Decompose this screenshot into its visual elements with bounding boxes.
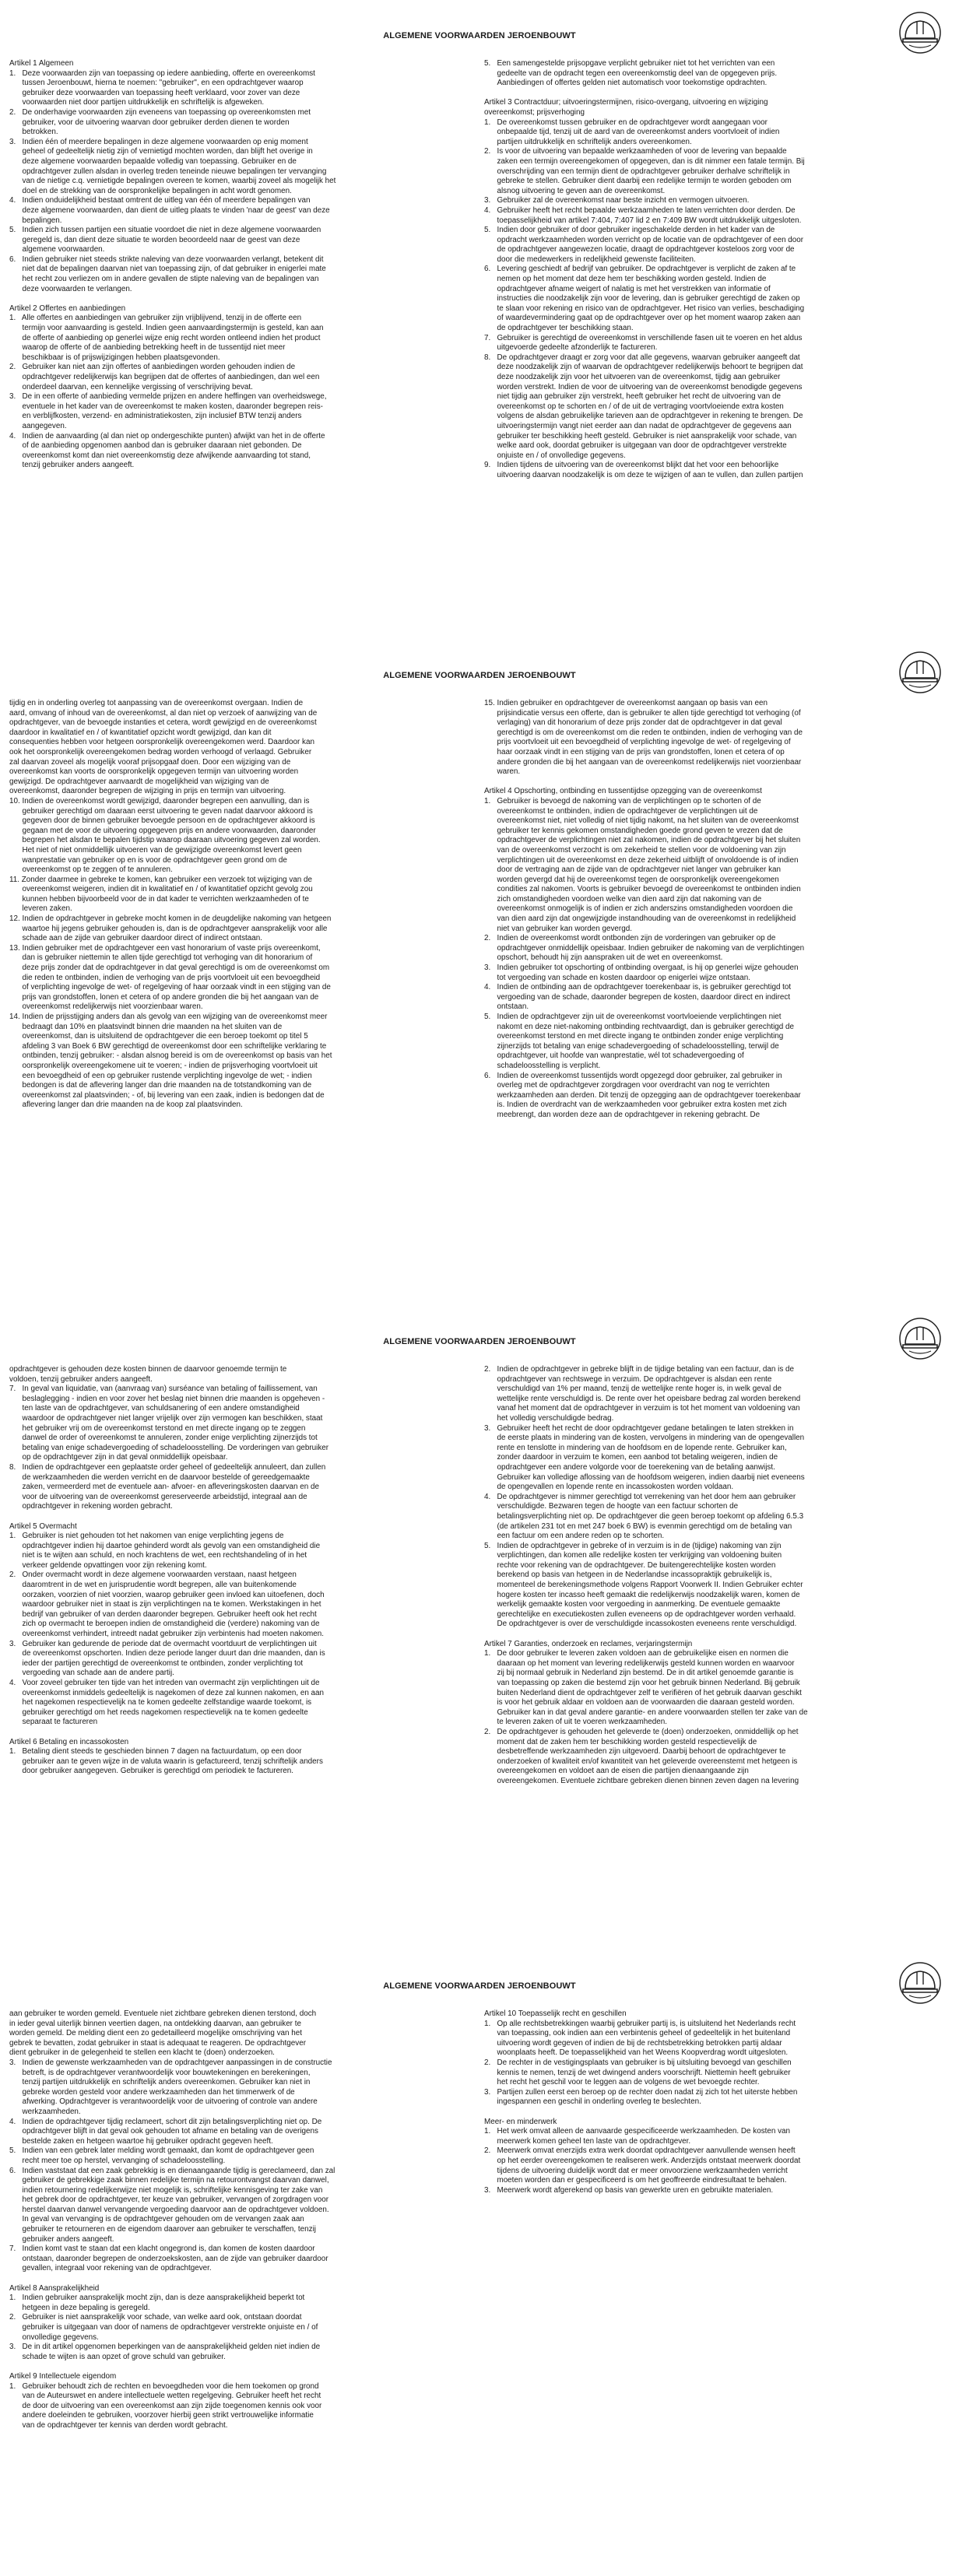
page-title: ALGEMENE VOORWAARDEN JEROENBOUWT	[383, 1981, 576, 1991]
page-title: ALGEMENE VOORWAARDEN JEROENBOUWT	[383, 671, 576, 680]
text-column-left: tijdig en in onderling overleg tot aanpassing van de overeenkomst overgaan. Indien de aard, omvang of inhoud van de overeenkomst, al dan niet op verzoek of aanwijzing van de opdrachtgever, van de bevoegde instanties et cetera, wordt gewijzigd en de overeenkomst daardoor in kwalitatief en / of kwantitatief opzicht wordt gewijzigd, dan kan dit consequenties hebben voor hetgeen oorspronkelijk overeengekomen werd. Daardoor kan ook het oorspronkelijk overeengekomen bedrag worden verhoogd of verlaagd. Gebruiker zal daarvan zoveel als mogelijk vooraf prijsopgaaf doen. Door een wijziging van de overeenkomst kan voorts de oorspronkelijk opgegeven termijn van uitvoering worden gewijzigd. De opdrachtgever aanvaardt de mogelijkheid van wijziging van de overeenkomst, daaronder begrepen de wijziging in prijs en termijn van uitvoering. 10. Indien de overeenkomst wordt gewijzigd, daaronder begrepen een aanvulling, dan is gebruiker gerechtigd om daaraan eerst uitvoering te geven nadat daarvoor akkoord is gegeven door de binnen gebruiker bevoegde persoon en de opdrachtgever akkoord is gegaan met de voor de uitvoering opgegeven prijs en andere voorwaarden, daaronder begrepen het alsdan te bepalen tijdstip waarop daaraan uitvoering gegeven zal worden. Het niet of niet onmiddellijk uitvoeren van de gewijzigde overeenkomst levert geen wanprestatie van gebruiker op en is voor de opdrachtgever geen grond om de overeenkomst op te zeggen of te annuleren. 11. Zonder daarmee in gebreke te komen, kan gebruiker een verzoek tot wijziging van de overeenkomst weigeren, indien dit in kwalitatief en / of kwantitatief opzicht gevolg zou kunnen hebben bijvoorbeeld voor de in dat kader te verrichten werkzaamheden of te leveren zaken. 12. Indien de opdrachtgever in gebreke mocht komen in de deugdelijke nakoming van hetgeen waartoe hij jegens gebruiker gehouden is, dan is de opdrachtgever aansprakelijk voor alle schade aan de zijde van gebruiker daardoor direct of indirect ontstaan. 13. Indien gebruiker met de opdrachtgever een vast honorarium of vaste prijs overeenkomt, dan is gebruiker niettemin te allen tijde gerechtigd tot verhoging van dit honorarium of deze prijs zonder dat de opdrachtgever in dat geval gerechtigd is om de overeenkomst om die reden te ontbinden, indien de verhoging van de prijs voortvloeit uit een bevoegdheid of verplichting ingevolge de wet- of regelgeving of haar oorzaak vindt in een stijging van de prijs van grondstoffen, lonen et cetera of op andere gronden die bij het aangaan van de overeenkomst redelijkerwijs niet voorzienbaar waren. 14. Indien de prijsstijging anders dan als gevolg van een wijziging van de overeenkomst meer bedraagt dan 10% en plaatsvindt binnen drie maanden na het sluiten van de overeenkomst, dan is uitsluitend de opdrachtgever die een beroep toekomt op titel 5 afdeling 3 van Boek 6 BW gerechtigd de overeenkomst door een schriftelijke verklaring te ontbinden, tenzij gebruiker: - alsdan alsnog bereid is om de overeenkomst op basis van het oorspronkelijk overeengekomene uit te voeren; - indien de prijsverhoging voortvloeit uit een bevoegdheid of een op gebruiker rustende verplichting ingevolge de wet; - indien bedongen is dat de aflevering langer dan drie maanden na de totstandkoming van de overeenkomst zal plaatsvinden; - of, bij levering van een zaak, indien is bedongen dat de aflevering langer dan drie maanden na de koop zal plaatsvinden.	[9, 699, 332, 1110]
text-column-right: 2. Indien de opdrachtgever in gebreke blijft in de tijdige betaling van een factuur, dan is de opdrachtgever van rechtswege in verzuim. De opdrachtgever is alsdan een rente verschuldigd van 1% per maand, tenzij de wettelijke rente hoger is, in welk geval de wettelijke rente verschuldigd is. De rente over het opeisbare bedrag zal worden berekend vanaf het moment dat de opdrachtgever in verzuim is tot het moment van voldoening van het volledig verschuldigde bedrag. 3. Gebruiker heeft het recht de door opdrachtgever gedane betalingen te laten strekken in de eerste plaats in mindering van de kosten, vervolgens in mindering van de opengevallen rente en tenslotte in mindering van de hoofdsom en de lopende rente. Gebruiker kan, zonder daardoor in verzuim te komen, een aanbod tot betaling weigeren, indien de opdrachtgever een andere volgorde voor de toerekening van de betaling aanwijst. Gebruiker kan volledige aflossing van de hoofdsom weigeren, indien daarbij niet eveneens de opengevallen en lopende rente en incassokosten worden voldaan. 4. De opdrachtgever is nimmer gerechtigd tot verrekening van het door hem aan gebruiker verschuldigde. Bezwaren tegen de hoogte van een factuur schorten de betalingsverplichting niet op. De opdrachtgever die geen beroep toekomt op afdeling 6.5.3 (de artikelen 231 tot en met 247 boek 6 BW) is evenmin gerechtigd om de betaling van een factuur om een andere reden op te schorten. 5. Indien de opdrachtgever in gebreke of in verzuim is in de (tijdige) nakoming van zijn verplichtingen, dan komen alle redelijke kosten ter verkrijging van voldoening buiten rechte voor rekening van de opdrachtgever. De buitengerechtelijke kosten worden berekend op basis van hetgeen in de Nederlandse incassopraktijk gebruikelijk is, momenteel de berekeningsmethode volgens Rapport Voorwerk II. Indien Gebruiker echter hogere kosten ter incasso heeft gemaakt die redelijkerwijs noodzakelijk waren, komen de werkelijk gemaakte kosten voor vergoeding in aanmerking. De eventuele gemaakte gerechtelijke en executiekosten zullen eveneens op de opdrachtgever worden verhaald. De opdrachtgever is over de verschuldigde incassokosten eveneens rente verschuldigd. Artikel 7 Garanties, onderzoek en reclames, verjaringstermijn 1. De door gebruiker te leveren zaken voldoen aan de gebruikelijke eisen en normen die daaraan op het moment van levering redelijkerwijs gesteld kunnen worden en waarvoor zij bij normaal gebruik in Nederland zijn bestemd. De in dit artikel genoemde garantie is van toepassing op zaken die bestemd zijn voor het gebruik binnen Nederland. Bij gebruik buiten Nederland dient de opdrachtgever zelf te verifiëren of het gebruik daarvan geschikt is voor het gebruik aldaar en voldoen aan de voorwaarden die daaraan gesteld worden. Gebruiker kan in dat geval andere garantie- en andere voorwaarden stellen ter zake van de te leveren zaken of uit te voeren werkzaamheden. 2. De opdrachtgever is gehouden het geleverde te (doen) onderzoeken, onmiddellijk op het moment dat de zaken hem ter beschikking worden gesteld respectievelijk de desbetreffende werkzaamheden zijn uitgevoerd. Daarbij behoort de opdrachtgever te onderzoeken of kwaliteit en/of kwantiteit van het geleverde overeenstemt met hetgeen is overeengekomen en voldoet aan de eisen die partijen dienaangaande zijn overeengekomen. Eventuele zichtbare gebreken dienen binnen zeven dagen na levering	[484, 1365, 808, 1785]
document-page-3	[0, 1306, 959, 1950]
text-column-right: Artikel 10 Toepasselijk recht en geschillen 1. Op alle rechtsbetrekkingen waarbij gebruiker partij is, is uitsluitend het Nederlands recht van toepassing, ook indien aan een verbintenis geheel of gedeeltelijk in het buitenland uitvoering wordt gegeven of indien de bij de rechtsbetrekking betrokken partij aldaar woonplaats heeft. De toepasselijkheid van het Weens Koopverdrag wordt uitgesloten. 2. De rechter in de vestigingsplaats van gebruiker is bij uitsluiting bevoegd van geschillen kennis te nemen, tenzij de wet dwingend anders voorschrijft. Niettemin heeft gebruiker het recht het geschil voor te leggen aan de volgens de wet bevoegde rechter. 3. Partijen zullen eerst een beroep op de rechter doen nadat zij zich tot het uiterste hebben ingespannen een geschil in onderling overleg te beslechten. Meer- en minderwerk 1. Het werk omvat alleen de aanvaarde gespecificeerde werkzaamheden. De kosten van meerwerk komen geheel ten laste van de opdrachtgever. 2. Meerwerk omvat enerzijds extra werk doordat opdrachtgever aanvullende wensen heeft op het eerder overeengekomen te realiseren werk. Anderzijds ontstaat meerwerk doordat tijdens de uitvoering duidelijk wordt dat er meer onvoorziene werkzaamheden verricht moeten worden dan er gespecificeerd is om het geoffreerde eindresultaat te behalen. 3. Meerwerk wordt afgerekend op basis van gewerkte uren en gebruikte materialen.	[484, 2009, 801, 2195]
page-title: ALGEMENE VOORWAARDEN JEROENBOUWT	[383, 1337, 576, 1346]
text-column-right: 15. Indien gebruiker en opdrachtgever de overeenkomst aangaan op basis van een prijsindicatie versus een offerte, dan is gebruiker te allen tijde gerechtigd tot verhoging (of verlaging) van dit honorarium of deze prijs zonder dat de opdrachtgever in dat geval gerechtigd is om de overeenkomst om die reden te ontbinden, indien de verhoging van de prijs voortvloeit uit een bevoegdheid of verplichting ingevolge de wet- of regelgeving of haar oorzaak vindt in een stijging van de prijs van grondstoffen, lonen et cetera of op andere gronden die bij het aangaan van de overeenkomst redelijkerwijs niet voorzienbaar waren. Artikel 4 Opschorting, ontbinding en tussentijdse opzegging van de overeenkomst 1. Gebruiker is bevoegd de nakoming van de verplichtingen op te schorten of de overeenkomst te ontbinden, indien de opdrachtgever de verplichtingen uit de overeenkomst niet, niet volledig of niet tijdig nakomt, na het sluiten van de overeenkomst gebruiker ter kennis gekomen omstandigheden goede grond geven te vrezen dat de opdrachtgever de verplichtingen niet zal nakomen, indien de opdrachtgever bij het sluiten van de overeenkomst verzocht is om zekerheid te stellen voor de voldoening van zijn verplichtingen uit de overeenkomst en deze zekerheid uitblijft of onvoldoende is of indien door de vertraging aan de zijde van de opdrachtgever niet langer van gebruiker kan worden gevergd dat hij de overeenkomst tegen de oorspronkelijk overeengekomen condities zal nakomen. Voorts is gebruiker bevoegd de overeenkomst te ontbinden indien zich omstandigheden voordoen welke van dien aard zijn dat nakoming van de overeenkomst onmogelijk is of indien er zich anderszins omstandigheden voordoen die van dien aard zijn dat ongewijzigde instandhouding van de overeenkomst in redelijkheid niet van gebruiker kan worden gevergd. 2. Indien de overeenkomst wordt ontbonden zijn de vorderingen van gebruiker op de opdrachtgever onmiddellijk opeisbaar. Indien gebruiker de nakoming van de verplichtingen opschort, behoudt hij zijn aanspraken uit de wet en overeenkomst. 3. Indien gebruiker tot opschorting of ontbinding overgaat, is hij op generlei wijze gehouden tot vergoeding van schade en kosten daardoor op enigerlei wijze ontstaan. 4. Indien de ontbinding aan de opdrachtgever toerekenbaar is, is gebruiker gerechtigd tot vergoeding van de schade, daaronder begrepen de kosten, daardoor direct en indirect ontstaan. 5. Indien de opdrachtgever zijn uit de overeenkomst voortvloeiende verplichtingen niet nakomt en deze niet-nakoming ontbinding rechtvaardigt, dan is gebruiker gerechtigd de overeenkomst terstond en met directe ingang te ontbinden zonder enige verplichting zijnerzijds tot betaling van enige schadevergoeding of schadeloosstelling, terwijl de opdrachtgever, uit hoofde van wanprestatie, wél tot schadevergoeding of schadeloosstelling is verplicht. 6. Indien de overeenkomst tussentijds wordt opgezegd door gebruiker, zal gebruiker in overleg met de opdrachtgever zorgdragen voor overdracht van nog te verrichten werkzaamheden aan derden. Dit tenzij de opzegging aan de opdrachtgever toerekenbaar is. Indien de overdracht van de werkzaamheden voor gebruiker extra kosten met zich meebrengt, dan worden deze aan de opdrachtgever in rekening gebracht. De	[484, 699, 805, 1119]
text-column-left: Artikel 1 Algemeen 1. Deze voorwaarden zijn van toepassing op iedere aanbieding, offerte en overeenkomst tussen Jeroenbouwt, hierna te noemen: "gebruiker", en een opdrachtgever waarop gebruiker deze voorwaarden van toepassing heeft verklaard, voor zover van deze voorwaarden niet door partijen uitdrukkelijk en schriftelijk is afgeweken. 2. De onderhavige voorwaarden zijn eveneens van toepassing op overeenkomsten met gebruiker, voor de uitvoering waarvan door gebruiker derden dienen te worden betrokken. 3. Indien één of meerdere bepalingen in deze algemene voorwaarden op enig moment geheel of gedeeltelijk nietig zijn of vernietigd mochten worden, dan blijft het overige in deze algemene voorwaarden bepaalde volledig van toepassing. Gebruiker en de opdrachtgever zullen alsdan in overleg treden teneinde nieuwe bepalingen ter vervanging van de nietige c.q. vernietigde bepalingen overeen te komen, waarbij zoveel als mogelijk het doel en de strekking van de oorspronkelijke bepalingen in acht wordt genomen. 4. Indien onduidelijkheid bestaat omtrent de uitleg van één of meerdere bepalingen van deze algemene voorwaarden, dan dient de uitleg plaats te vinden 'naar de geest' van deze bepalingen. 5. Indien zich tussen partijen een situatie voordoet die niet in deze algemene voorwaarden geregeld is, dan dient deze situatie te worden beoordeeld naar de geest van deze algemene voorwaarden. 6. Indien gebruiker niet steeds strikte naleving van deze voorwaarden verlangt, betekent dit niet dat de bepalingen daarvan niet van toepassing zijn, of dat gebruiker in enigerlei mate het recht zou verliezen om in andere gevallen de stipte naleving van de bepalingen van deze voorwaarden te verlangen. Artikel 2 Offertes en aanbiedingen 1. Alle offertes en aanbiedingen van gebruiker zijn vrijblijvend, tenzij in de offerte een termijn voor aanvaarding is gesteld. Indien geen aanvaardingstermijn is gesteld, kan aan de offerte of aanbieding op generlei wijze enig recht worden ontleend indien het product waarop de offerte of de aanbieding betrekking heeft in de tussentijd niet meer beschikbaar is of prijswijzigingen hebben plaatsgevonden. 2. Gebruiker kan niet aan zijn offertes of aanbiedingen worden gehouden indien de opdrachtgever redelijkerwijs kan begrijpen dat de offertes of aanbiedingen, dan wel een onderdeel daarvan, een kennelijke vergissing of verschrijving bevat. 3. De in een offerte of aanbieding vermelde prijzen en andere heffingen van overheidswege, eventuele in het kader van de overeenkomst te maken kosten, daaronder begrepen reis- en verblijfkosten, verzend- en administratiekosten, zijn inclusief BTW tenzij anders aangegeven. 4. Indien de aanvaarding (al dan niet op ondergeschikte punten) afwijkt van het in de offerte of de aanbieding opgenomen aanbod dan is gebruiker daaraan niet gebonden. De overeenkomst komt dan niet overeenkomstig deze afwijkende aanvaarding tot stand, tenzij gebruiker anders aangeeft.	[9, 59, 336, 470]
document-page-1	[0, 0, 959, 640]
page-title: ALGEMENE VOORWAARDEN JEROENBOUWT	[383, 31, 576, 40]
text-column-right: 5. Een samengestelde prijsopgave verplicht gebruiker niet tot het verrichten van een gedeelte van de opdracht tegen een overeenkomstig deel van de opgegeven prijs. Aanbiedingen of offertes gelden niet automatisch voor toekomstige opdrachten. Artikel 3 Contractduur; uitvoeringstermijnen, risico-overgang, uitvoering en wijziging overeenkomst; prijsverhoging 1. De overeenkomst tussen gebruiker en de opdrachtgever wordt aangegaan voor onbepaalde tijd, tenzij uit de aard van de overeenkomst anders voortvloeit of indien partijen uitdrukkelijk en schriftelijk anders overeenkomen. 2. Is voor de uitvoering van bepaalde werkzaamheden of voor de levering van bepaalde zaken een termijn overeengekomen of opgegeven, dan is dit nimmer een fatale termijn. Bij overschrijding van een termijn dient de opdrachtgever gebruiker derhalve schriftelijk in gebreke te stellen. Gebruiker dient daarbij een redelijke termijn te worden geboden om alsnog uitvoering te geven aan de overeenkomst. 3. Gebruiker zal de overeenkomst naar beste inzicht en vermogen uitvoeren. 4. Gebruiker heeft het recht bepaalde werkzaamheden te laten verrichten door derden. De toepasselijkheid van artikel 7:404, 7:407 lid 2 en 7:409 BW wordt uitdrukkelijk uitgesloten. 5. Indien door gebruiker of door gebruiker ingeschakelde derden in het kader van de opdracht werkzaamheden worden verricht op de locatie van de opdrachtgever of een door de opdrachtgever aangewezen locatie, draagt de opdrachtgever kosteloos zorg voor de door die medewerkers in redelijkheid gewenste faciliteiten. 6. Levering geschiedt af bedrijf van gebruiker. De opdrachtgever is verplicht de zaken af te nemen op het moment dat deze hem ter beschikking worden gesteld. Indien de opdrachtgever afname weigert of nalatig is met het verstrekken van informatie of instructies die noodzakelijk zijn voor de levering, dan is gebruiker gerechtigd de zaken op te slaan voor rekening en risico van de opdrachtgever. Het risico van verlies, beschadiging of waardevermindering gaat op de opdrachtgever over op het moment waarop zaken aan de opdrachtgever ter beschikking staan. 7. Gebruiker is gerechtigd de overeenkomst in verschillende fasen uit te voeren en het aldus uitgevoerde gedeelte afzonderlijk te factureren. 8. De opdrachtgever draagt er zorg voor dat alle gegevens, waarvan gebruiker aangeeft dat deze noodzakelijk zijn of waarvan de opdrachtgever redelijkerwijs behoort te begrijpen dat deze noodzakelijk zijn voor het uitvoeren van de overeenkomst, tijdig aan gebruiker worden verstrekt. Indien de voor de uitvoering van de overeenkomst benodigde gegevens niet tijdig aan gebruiker zijn verstrekt, heeft gebruiker het recht de uitvoering van de overeenkomst op te schorten en / of de uit de vertraging voortvloeiende extra kosten volgens de alsdan gebruikelijke tarieven aan de opdrachtgever in rekening te brengen. De uitvoeringstermijn vangt niet eerder aan dan nadat de opdrachtgever de gegevens aan gebruiker ter beschikking heeft gesteld. Gebruiker is niet aansprakelijk voor schade, van welke aard ook, doordat gebruiker is uitgegaan van door de opdrachtgever verstrekte onjuiste en / of onvolledige gegevens. 9. Indien tijdens de uitvoering van de overeenkomst blijkt dat het voor een behoorlijke uitvoering daarvan noodzakelijk is om deze te wijzigen of aan te vullen, dan zullen partijen	[484, 59, 805, 479]
document-page-2	[0, 640, 959, 1306]
document-page-4	[0, 1950, 959, 2576]
text-column-left: aan gebruiker te worden gemeld. Eventuele niet zichtbare gebreken dienen terstond, doch in ieder geval uiterlijk binnen veertien dagen, na ontdekking daarvan, aan gebruiker te worden gemeld. De melding dient een zo gedetailleerd mogelijke omschrijving van het gebrek te bevatten, zodat gebruiker in staat is adequaat te reageren. De opdrachtgever dient gebruiker in de gelegenheid te stellen een klacht te (doen) onderzoeken. 3. Indien de gewenste werkzaamheden van de opdrachtgever aanpassingen in de constructie betreft, is de opdrachtgever verantwoordelijk voor bouwtekeningen en berekeningen, tenzij partijen uitdrukkelijk en schriftelijk anders overeenkomen. Gebruiker kan niet in gebreke worden gesteld voor andere werkzaamheden dan het timmerwerk of de afwerking. Opdrachtgever is verantwoordelijk voor de uitvoering of controle van andere werkzaamheden. 4. Indien de opdrachtgever tijdig reclameert, schort dit zijn betalingsverplichting niet op. De opdrachtgever blijft in dat geval ook gehouden tot afname en betaling van de overigens bestelde zaken en hetgeen waartoe hij gebruiker opdracht gegeven heeft. 5. Indien van een gebrek later melding wordt gemaakt, dan komt de opdrachtgever geen recht meer toe op herstel, vervanging of schadeloosstelling. 6. Indien vaststaat dat een zaak gebrekkig is en dienaangaande tijdig is gereclameerd, dan zal gebruiker de gebrekkige zaak binnen redelijke termijn na retourontvangst daarvan danwel, indien retournering redelijkerwijze niet mogelijk is, schriftelijke kennisgeving ter zake van het gebrek door de opdrachtgever, ter keuze van gebruiker, vervangen of zorgdragen voor herstel daarvan danwel vervangende vergoeding daarvoor aan de opdrachtgever voldoen. In geval van vervanging is de opdrachtgever gehouden om de vervangen zaak aan gebruiker te retourneren en de eigendom daarover aan gebruiker te verschaffen, tenzij gebruiker anders aangeeft. 7. Indien komt vast te staan dat een klacht ongegrond is, dan komen de kosten daardoor ontstaan, daaronder begrepen de onderzoekskosten, aan de zijde van gebruiker daardoor gevallen, integraal voor rekening van de opdrachtgever. Artikel 8 Aansprakelijkheid 1. Indien gebruiker aansprakelijk mocht zijn, dan is deze aansprakelijkheid beperkt tot hetgeen in deze bepaling is geregeld. 2. Gebruiker is niet aansprakelijk voor schade, van welke aard ook, ontstaan doordat gebruiker is uitgegaan van door of namens de opdrachtgever verstrekte onjuiste en / of onvolledige gegevens. 3. De in dit artikel opgenomen beperkingen van de aansprakelijkheid gelden niet indien de schade te wijten is aan opzet of grove schuld van gebruiker. Artikel 9 Intellectuele eigendom 1. Gebruiker behoudt zich de rechten en bevoegdheden voor die hem toekomen op grond van de Auteurswet en andere intellectuele wetten regelgeving. Gebruiker heeft het recht de door de uitvoering van een overeenkomst aan zijn zijde toegenomen kennis ook voor andere doeleinden te gebruiken, voorzover hierbij geen strikt vertrouwelijke informatie van de opdrachtgever ter kennis van derden wordt gebracht.	[9, 2009, 335, 2430]
text-column-left: opdrachtgever is gehouden deze kosten binnen de daarvoor genoemde termijn te voldoen, tenzij gebruiker anders aangeeft. 7. In geval van liquidatie, van (aanvraag van) surséance van betaling of faillissement, van beslaglegging - indien en voor zover het beslag niet binnen drie maanden is opgeheven - ten laste van de opdrachtgever, van schuldsanering of een andere omstandigheid waardoor de opdrachtgever niet langer vrijelijk over zijn vermogen kan beschikken, staat het gebruiker vrij om de overeenkomst terstond en met directe ingang op te zeggen danwel de order of overeenkomst te annuleren, zonder enige verplichting zijnerzijds tot betaling van enige schadevergoeding of schadeloosstelling. De vorderingen van gebruiker op de opdrachtgever zijn in dat geval onmiddellijk opeisbaar. 8. Indien de opdrachtgever een geplaatste order geheel of gedeeltelijk annuleert, dan zullen de werkzaamheden die werden verricht en de daarvoor bestelde of gereedgemaakte zaken, vermeerderd met de eventuele aan- afvoer- en afleveringskosten daarvan en de voor de uitvoering van de overeenkomst gereserveerde arbeidstijd, integraal aan de opdrachtgever in rekening worden gebracht. Artikel 5 Overmacht 1. Gebruiker is niet gehouden tot het nakomen van enige verplichting jegens de opdrachtgever indien hij daartoe gehinderd wordt als gevolg van een omstandigheid die niet is te wijten aan schuld, en noch krachtens de wet, een rechtshandeling of in het verkeer geldende opvattingen voor zijn rekening komt. 2. Onder overmacht wordt in deze algemene voorwaarden verstaan, naast hetgeen daaromtrent in de wet en jurisprudentie wordt begrepen, alle van buitenkomende oorzaken, voorzien of niet voorzien, waarop gebruiker geen invloed kan uitoefenen, doch waardoor gebruiker niet in staat is zijn verplichtingen na te komen. Werkstakingen in het bedrijf van gebruiker of van derden daaronder begrepen. Gebruiker heeft ook het recht zich op overmacht te beroepen indien de omstandigheid die (verdere) nakoming van de overeenkomst verhindert, intreedt nadat gebruiker zijn verbintenis had moeten nakomen. 3. Gebruiker kan gedurende de periode dat de overmacht voortduurt de verplichtingen uit de overeenkomst opschorten. Indien deze periode langer duurt dan drie maanden, dan is ieder der partijen gerechtigd de overeenkomst te ontbinden, zonder verplichting tot vergoeding van schade aan de andere partij. 4. Voor zoveel gebruiker ten tijde van het intreden van overmacht zijn verplichtingen uit de overeenkomst inmiddels gedeeltelijk is nagekomen of deze zal kunnen nakomen, en aan het nagekomen respectievelijk na te komen gedeelte zelfstandige waarde toekomt, is gebruiker gerechtigd om het reeds nagekomen respectievelijk na te komen gedeelte separaat te factureren Artikel 6 Betaling en incassokosten 1. Betaling dient steeds te geschieden binnen 7 dagen na factuurdatum, op een door gebruiker aan te geven wijze in de valuta waarin is gefactureerd, tenzij schriftelijk anders door gebruiker aangegeven. Gebruiker is gerechtigd om periodiek te factureren.	[9, 1365, 329, 1776]
